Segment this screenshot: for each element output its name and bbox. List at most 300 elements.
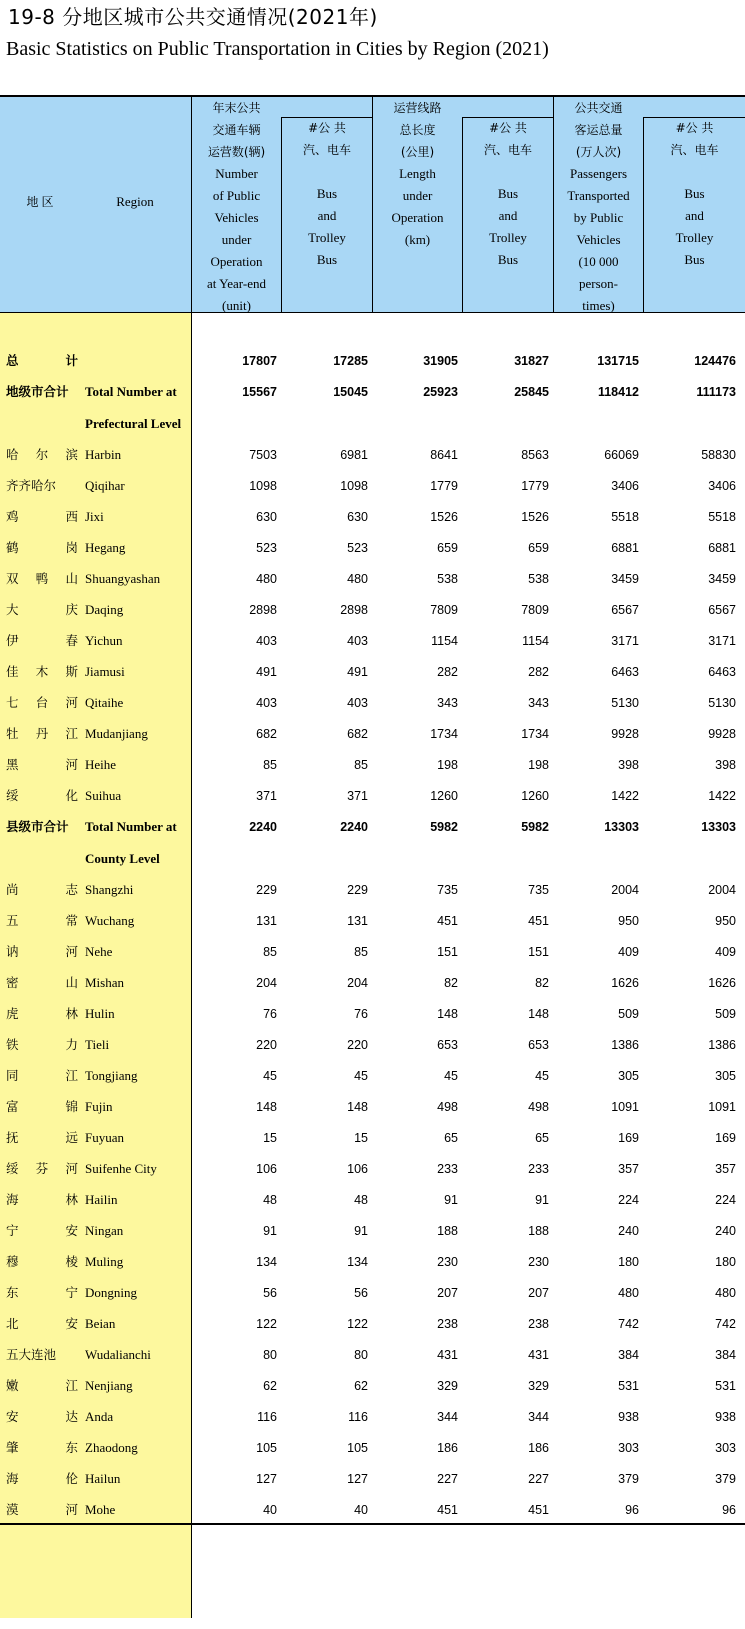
region-name-cn: 哈 尔 滨 [6,447,78,462]
value-cell: 950 [715,914,736,928]
value-cell: 229 [256,883,277,897]
region-name-en: Suifenhe City [85,1161,157,1176]
value-cell: 480 [347,572,368,586]
region-name-cn: 五 常 [6,913,78,928]
value-cell: 1091 [611,1100,639,1114]
region-name-en: Hailun [85,1471,121,1486]
value-cell: 15 [263,1131,277,1145]
header-vehicles: 年末公共 交通车辆 运营数(辆) Number of Public Vehicles under Operation at Year-end (unit) [207,101,266,313]
value-cell: 62 [354,1379,368,1393]
table-row [0,1122,745,1154]
table-row [0,687,745,719]
value-cell: 134 [347,1255,368,1269]
value-cell: 371 [256,789,277,803]
table-row [0,936,745,968]
value-cell: 233 [528,1162,549,1176]
value-cell: 118412 [597,385,639,399]
value-cell: 82 [444,976,458,990]
header-passengers-bus: #公 共 汽、电车 Bus and Trolley Bus [670,121,719,267]
value-cell: 91 [263,1224,277,1238]
value-cell: 25923 [423,385,458,399]
table-row [0,594,745,626]
table-row [0,1308,745,1340]
value-cell: 5130 [708,696,736,710]
value-cell: 491 [256,665,277,679]
value-cell: 742 [715,1317,736,1331]
value-cell: 85 [263,945,277,959]
value-cell: 13303 [701,820,736,834]
table-row [0,1277,745,1309]
value-cell: 329 [528,1379,549,1393]
value-cell: 116 [257,1410,277,1424]
value-cell: 1734 [430,727,458,741]
value-cell: 58830 [701,448,736,462]
value-cell: 65 [535,1131,549,1145]
value-cell: 523 [347,541,368,555]
value-cell: 240 [618,1224,639,1238]
value-cell: 85 [263,758,277,772]
table-title-cn: 19-8 分地区城市公共交通情况(2021年) [8,5,378,29]
table-row [0,1153,745,1185]
value-cell: 207 [528,1286,549,1300]
value-cell: 480 [715,1286,736,1300]
table-row [0,625,745,657]
value-cell: 2898 [249,603,277,617]
value-cell: 630 [256,510,277,524]
region-name-en: Zhaodong [85,1440,138,1455]
value-cell: 3406 [708,479,736,493]
value-cell: 2240 [249,820,277,834]
region-name-en: Heihe [85,757,117,772]
value-cell: 379 [715,1472,736,1486]
value-cell: 480 [618,1286,639,1300]
value-cell: 1526 [430,510,458,524]
region-name-en: Qiqihar [85,478,125,493]
value-cell: 653 [528,1038,549,1052]
value-cell: 938 [618,1410,639,1424]
region-name-en: Dongning [85,1285,137,1300]
value-cell: 169 [618,1131,639,1145]
value-cell: 180 [715,1255,736,1269]
value-cell: 344 [437,1410,458,1424]
value-cell: 329 [437,1379,458,1393]
value-cell: 509 [715,1007,736,1021]
value-cell: 742 [618,1317,639,1331]
table-row [0,718,745,750]
value-cell: 1098 [340,479,368,493]
value-cell: 17807 [242,354,277,368]
value-cell: 1779 [430,479,458,493]
value-cell: 531 [715,1379,736,1393]
region-name-cn: 牡 丹 江 [6,726,78,741]
table-row [0,874,745,906]
value-cell: 344 [528,1410,549,1424]
region-name-en-line2: Prefectural Level [85,416,182,431]
region-name-cn: 穆 棱 [6,1254,78,1269]
value-cell: 1422 [708,789,736,803]
region-name-en: Yichun [85,633,123,648]
value-cell: 5518 [611,510,639,524]
region-name-cn: 富 锦 [6,1099,78,1114]
value-cell: 6567 [708,603,736,617]
value-cell: 7809 [521,603,549,617]
value-cell: 1422 [611,789,639,803]
header-length-bus: #公 共 汽、电车 Bus and Trolley Bus [483,121,532,267]
value-cell: 9928 [611,727,639,741]
value-cell: 498 [528,1100,549,1114]
value-cell: 1779 [521,479,549,493]
value-cell: 735 [437,883,458,897]
value-cell: 409 [618,945,639,959]
value-cell: 105 [256,1441,277,1455]
table-row [0,1370,745,1402]
table-row [0,1339,745,1371]
value-cell: 384 [618,1348,639,1362]
value-cell: 1260 [430,789,458,803]
value-cell: 2004 [611,883,639,897]
value-cell: 1734 [521,727,549,741]
value-cell: 220 [347,1038,368,1052]
value-cell: 343 [528,696,549,710]
value-cell: 305 [618,1069,639,1083]
value-cell: 938 [715,1410,736,1424]
value-cell: 6981 [340,448,368,462]
value-cell: 303 [618,1441,639,1455]
value-cell: 371 [347,789,368,803]
value-cell: 56 [263,1286,277,1300]
value-cell: 653 [437,1038,458,1052]
region-name-en: Wuchang [85,913,135,928]
value-cell: 233 [437,1162,458,1176]
value-cell: 151 [437,945,458,959]
region-name-en: Fuyuan [85,1130,124,1145]
header-region-en: Region [116,194,154,209]
value-cell: 82 [535,976,549,990]
region-name-en: Total Number at [85,384,177,399]
value-cell: 403 [256,696,277,710]
region-name-en: Hegang [85,540,126,555]
value-cell: 1091 [708,1100,736,1114]
value-cell: 305 [715,1069,736,1083]
header-passengers: 公共交通 客运总量 (万人次) Passengers Transported by Public Vehicles (10 000 person- times) [567,101,630,313]
region-name-cn: 密 山 [6,975,78,990]
value-cell: 357 [715,1162,736,1176]
region-name-cn: 宁 安 [6,1223,78,1238]
value-cell: 498 [437,1100,458,1114]
region-name-cn: 五大连池 [6,1347,57,1362]
value-cell: 1626 [708,976,736,990]
table-bottom-border [0,1523,745,1525]
value-cell: 48 [354,1193,368,1207]
value-cell: 148 [256,1100,277,1114]
value-cell: 91 [444,1193,458,1207]
value-cell: 151 [528,945,549,959]
value-cell: 398 [618,758,639,772]
value-cell: 1386 [708,1038,736,1052]
value-cell: 1098 [249,479,277,493]
region-name-en: Suihua [85,788,122,803]
region-name-cn: 鹤 岗 [6,540,78,555]
table-row [0,1246,745,1278]
value-cell: 238 [437,1317,458,1331]
value-cell: 15567 [242,385,277,399]
table-row [0,811,745,866]
value-cell: 6463 [611,665,639,679]
value-cell: 116 [348,1410,368,1424]
value-cell: 357 [618,1162,639,1176]
region-name-en: Fujin [85,1099,113,1114]
value-cell: 148 [347,1100,368,1114]
value-cell: 13303 [604,820,639,834]
value-cell: 5982 [430,820,458,834]
value-cell: 538 [528,572,549,586]
value-cell: 45 [444,1069,458,1083]
value-cell: 17285 [333,354,368,368]
region-name-en: Anda [85,1409,114,1424]
value-cell: 45 [535,1069,549,1083]
value-cell: 230 [437,1255,458,1269]
value-cell: 131 [347,914,368,928]
value-cell: 40 [354,1503,368,1517]
table-row [0,1494,745,1526]
table-row [0,1091,745,1123]
value-cell: 282 [528,665,549,679]
value-cell: 131715 [597,354,639,368]
value-cell: 6463 [708,665,736,679]
value-cell: 5518 [708,510,736,524]
value-cell: 148 [437,1007,458,1021]
value-cell: 950 [618,914,639,928]
table-row [0,439,745,471]
value-cell: 3459 [611,572,639,586]
region-name-cn: 同 江 [6,1068,78,1083]
region-name-cn: 抚 远 [6,1130,78,1145]
value-cell: 2004 [708,883,736,897]
value-cell: 122 [347,1317,368,1331]
value-cell: 230 [528,1255,549,1269]
value-cell: 207 [437,1286,458,1300]
region-name-cn: 县级市合计 [6,819,69,834]
value-cell: 169 [715,1131,736,1145]
value-cell: 45 [354,1069,368,1083]
header-length: 运营线路 总长度 (公里) Length under Operation (km) [391,101,444,247]
value-cell: 229 [347,883,368,897]
value-cell: 127 [256,1472,277,1486]
region-name-cn: 安 达 [6,1409,78,1424]
table-body [0,313,745,1618]
value-cell: 2240 [340,820,368,834]
region-name-en: Daqing [85,602,124,617]
value-cell: 106 [256,1162,277,1176]
value-cell: 85 [354,945,368,959]
region-name-en: Shuangyashan [85,571,161,586]
region-name-cn: 地级市合计 [6,384,69,399]
region-name-cn: 海 伦 [6,1471,78,1486]
value-cell: 45 [263,1069,277,1083]
region-name-cn: 铁 力 [6,1037,78,1052]
header-vehicles-bus: #公 共 汽、电车 Bus and Trolley Bus [302,121,351,267]
value-cell: 204 [256,976,277,990]
value-cell: 127 [347,1472,368,1486]
value-cell: 303 [715,1441,736,1455]
value-cell: 76 [263,1007,277,1021]
value-cell: 96 [722,1503,736,1517]
value-cell: 224 [618,1193,639,1207]
value-cell: 198 [437,758,458,772]
value-cell: 538 [437,572,458,586]
region-name-cn: 鸡 西 [6,509,78,524]
value-cell: 124476 [694,354,736,368]
value-cell: 31827 [514,354,549,368]
value-cell: 80 [354,1348,368,1362]
region-name-cn: 伊 春 [6,633,78,648]
value-cell: 531 [618,1379,639,1393]
value-cell: 282 [437,665,458,679]
value-cell: 451 [437,914,458,928]
value-cell: 56 [354,1286,368,1300]
region-name-en: Muling [85,1254,124,1269]
table-row [0,1401,745,1433]
value-cell: 15045 [333,385,368,399]
value-cell: 3459 [708,572,736,586]
region-name-cn: 绥 芬 河 [6,1161,78,1176]
region-name-cn: 漠 河 [6,1502,78,1517]
table-row [0,656,745,688]
value-cell: 227 [528,1472,549,1486]
table-title-en: Basic Statistics on Public Transportation in Cities by Region (2021) [6,38,549,60]
value-cell: 106 [347,1162,368,1176]
region-name-en: Wudalianchi [85,1347,151,1362]
table-row [0,749,745,781]
region-name-en: Ningan [85,1223,124,1238]
table-row [0,1184,745,1216]
region-name-en: Qitaihe [85,695,124,710]
value-cell: 384 [715,1348,736,1362]
value-cell: 682 [347,727,368,741]
table-row [0,1432,745,1464]
value-cell: 9928 [708,727,736,741]
region-name-en: Jixi [85,509,104,524]
value-cell: 66069 [604,448,639,462]
value-cell: 1526 [521,510,549,524]
table-row [0,470,745,502]
value-cell: 3406 [611,479,639,493]
value-cell: 409 [715,945,736,959]
region-name-cn: 总 计 [6,353,78,368]
region-name-cn: 尚 志 [6,882,78,897]
value-cell: 1260 [521,789,549,803]
value-cell: 3171 [708,634,736,648]
region-name-cn: 北 安 [6,1316,78,1331]
value-cell: 148 [528,1007,549,1021]
region-name-cn: 嫩 江 [6,1378,78,1393]
value-cell: 62 [263,1379,277,1393]
region-name-cn: 双 鸭 山 [6,571,78,586]
region-name-cn: 大 庆 [6,602,78,617]
table-row [0,376,745,431]
region-name-cn: 七 台 河 [6,695,78,710]
value-cell: 76 [354,1007,368,1021]
value-cell: 15 [354,1131,368,1145]
region-name-en: Hailin [85,1192,118,1207]
value-cell: 238 [528,1317,549,1331]
table-row [0,998,745,1030]
value-cell: 3171 [611,634,639,648]
value-cell: 8563 [521,448,549,462]
region-name-cn: 东 宁 [6,1285,78,1300]
value-cell: 80 [263,1348,277,1362]
value-cell: 180 [618,1255,639,1269]
value-cell: 403 [256,634,277,648]
value-cell: 480 [256,572,277,586]
table-row [0,345,745,377]
region-name-en: Total Number at [85,819,177,834]
region-name-cn: 齐齐哈尔 [6,478,57,493]
region-name-en: Nenjiang [85,1378,133,1393]
value-cell: 379 [618,1472,639,1486]
value-cell: 630 [347,510,368,524]
value-cell: 431 [437,1348,458,1362]
value-cell: 1154 [522,634,549,648]
region-name-en: Tongjiang [85,1068,138,1083]
value-cell: 198 [528,758,549,772]
table-row [0,501,745,533]
region-name-en: Mudanjiang [85,726,148,741]
value-cell: 659 [528,541,549,555]
table-row [0,1060,745,1092]
value-cell: 1386 [611,1038,639,1052]
value-cell: 186 [528,1441,549,1455]
value-cell: 2898 [340,603,368,617]
value-cell: 91 [535,1193,549,1207]
value-cell: 85 [354,758,368,772]
region-name-cn: 讷 河 [6,944,78,959]
value-cell: 1626 [611,976,639,990]
value-cell: 105 [347,1441,368,1455]
table-row [0,1029,745,1061]
value-cell: 403 [347,696,368,710]
region-name-en: Jiamusi [85,664,125,679]
value-cell: 659 [437,541,458,555]
value-cell: 398 [715,758,736,772]
value-cell: 227 [437,1472,458,1486]
value-cell: 188 [437,1224,458,1238]
table-row [0,967,745,999]
region-name-cn: 肇 东 [6,1440,78,1455]
value-cell: 91 [354,1224,368,1238]
region-name-en: Harbin [85,447,122,462]
value-cell: 509 [618,1007,639,1021]
value-cell: 6881 [611,541,639,555]
region-name-en-line2: County Level [85,851,160,866]
value-cell: 1154 [431,634,458,648]
region-name-en: Shangzhi [85,882,134,897]
value-cell: 134 [256,1255,277,1269]
region-name-en: Mohe [85,1502,116,1517]
value-cell: 25845 [514,385,549,399]
value-cell: 5982 [521,820,549,834]
value-cell: 523 [256,541,277,555]
value-cell: 240 [715,1224,736,1238]
value-cell: 431 [528,1348,549,1362]
region-name-en: Tieli [85,1037,110,1052]
region-name-en: Beian [85,1316,116,1331]
table-row [0,905,745,937]
region-name-en: Nehe [85,944,113,959]
value-cell: 48 [263,1193,277,1207]
region-name-cn: 绥 化 [6,788,78,803]
table-row [0,563,745,595]
